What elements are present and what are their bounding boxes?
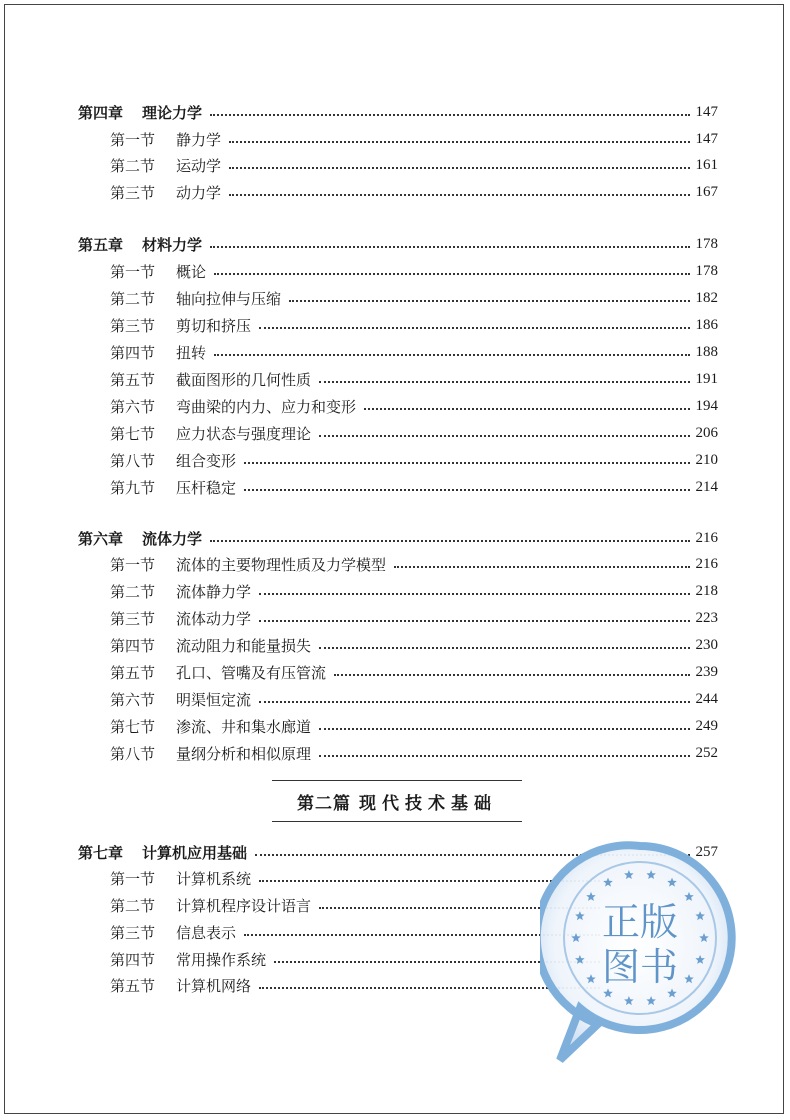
page-number: 239 bbox=[695, 663, 718, 680]
section-title: 概论 bbox=[176, 262, 207, 281]
chapter-title: 流体力学 bbox=[142, 529, 203, 548]
section-title: 常用操作系统 bbox=[176, 950, 267, 969]
part-heading bbox=[272, 780, 522, 822]
section-number: 第一节 bbox=[110, 869, 156, 888]
page-number: 252 bbox=[695, 744, 718, 761]
page-number: 216 bbox=[695, 555, 718, 572]
dot-leader bbox=[244, 489, 690, 491]
toc-section-row[interactable] bbox=[0, 448, 790, 472]
dot-leader bbox=[289, 300, 690, 302]
section-number: 第七节 bbox=[110, 424, 156, 443]
section-title: 压杆稳定 bbox=[176, 478, 237, 497]
page-number: 257 bbox=[695, 843, 718, 860]
genuine-book-stamp bbox=[540, 838, 740, 1068]
toc-section-row[interactable] bbox=[0, 421, 790, 445]
section-title: 孔口、管嘴及有压管流 bbox=[176, 663, 327, 682]
section-title: 计算机网络 bbox=[176, 976, 252, 995]
page-number: 178 bbox=[695, 235, 718, 252]
page-number: 194 bbox=[695, 397, 718, 414]
chapter-title: 理论力学 bbox=[142, 103, 203, 122]
toc-section-row[interactable] bbox=[0, 633, 790, 657]
section-number: 第四节 bbox=[110, 343, 156, 362]
section-number: 第五节 bbox=[110, 976, 156, 995]
section-title: 流体的主要物理性质及力学模型 bbox=[176, 555, 387, 574]
section-title: 动力学 bbox=[176, 183, 222, 202]
section-number: 第五节 bbox=[110, 370, 156, 389]
page-number: 216 bbox=[695, 529, 718, 546]
dot-leader bbox=[244, 462, 690, 464]
toc-section-row[interactable] bbox=[0, 714, 790, 738]
dot-leader bbox=[364, 408, 690, 410]
dot-leader bbox=[210, 114, 690, 116]
dot-leader bbox=[210, 540, 690, 542]
section-number: 第一节 bbox=[110, 130, 156, 149]
section-title: 剪切和挤压 bbox=[176, 316, 252, 335]
toc-section-row[interactable] bbox=[0, 579, 790, 603]
page-number: 249 bbox=[695, 717, 718, 734]
page-number: 244 bbox=[695, 690, 718, 707]
section-title: 轴向拉伸与压缩 bbox=[176, 289, 282, 308]
page-number: 214 bbox=[695, 478, 718, 495]
section-title: 计算机程序设计语言 bbox=[176, 896, 312, 915]
section-title: 静力学 bbox=[176, 130, 222, 149]
page-number: 186 bbox=[695, 316, 718, 333]
section-title: 组合变形 bbox=[176, 451, 237, 470]
stamp-text-line1: 正版 bbox=[601, 900, 679, 944]
dot-leader bbox=[259, 701, 690, 703]
dot-leader bbox=[210, 246, 690, 248]
toc-chapter-row[interactable] bbox=[0, 232, 790, 256]
toc-section-row[interactable] bbox=[0, 127, 790, 151]
toc-section-row[interactable] bbox=[0, 286, 790, 310]
page-number: 182 bbox=[695, 289, 718, 306]
section-title: 流动阻力和能量损失 bbox=[176, 636, 312, 655]
toc-section-row[interactable] bbox=[0, 660, 790, 684]
part-label: 第二篇 bbox=[297, 793, 351, 814]
section-number: 第四节 bbox=[110, 636, 156, 655]
section-number: 第三节 bbox=[110, 316, 156, 335]
section-title: 信息表示 bbox=[176, 923, 237, 942]
section-title: 渗流、井和集水廊道 bbox=[176, 717, 312, 736]
chapter-number: 第七章 bbox=[78, 843, 124, 862]
chapter-number: 第四章 bbox=[78, 103, 124, 122]
page-number: 147 bbox=[695, 103, 718, 120]
section-number: 第六节 bbox=[110, 690, 156, 709]
dot-leader bbox=[259, 620, 690, 622]
dot-leader bbox=[319, 647, 690, 649]
toc-section-row[interactable] bbox=[0, 552, 790, 576]
section-number: 第九节 bbox=[110, 478, 156, 497]
section-title: 计算机系统 bbox=[176, 869, 252, 888]
section-title: 流体静力学 bbox=[176, 582, 252, 601]
page-number: 230 bbox=[695, 636, 718, 653]
part-title: 现代技术基础 bbox=[359, 793, 497, 814]
section-title: 明渠恒定流 bbox=[176, 690, 252, 709]
section-number: 第八节 bbox=[110, 744, 156, 763]
toc-section-row[interactable] bbox=[0, 687, 790, 711]
page-number: 188 bbox=[695, 343, 718, 360]
dot-leader bbox=[229, 194, 690, 196]
section-number: 第三节 bbox=[110, 923, 156, 942]
toc-section-row[interactable] bbox=[0, 153, 790, 177]
toc-chapter-row[interactable] bbox=[0, 100, 790, 124]
section-title: 运动学 bbox=[176, 156, 222, 175]
page-number: 161 bbox=[695, 156, 718, 173]
section-number: 第二节 bbox=[110, 156, 156, 175]
toc-chapter-row[interactable] bbox=[0, 526, 790, 550]
chapter-title: 材料力学 bbox=[142, 235, 203, 254]
page-number: 191 bbox=[695, 370, 718, 387]
section-number: 第二节 bbox=[110, 896, 156, 915]
toc-section-row[interactable] bbox=[0, 394, 790, 418]
dot-leader bbox=[229, 141, 690, 143]
page-number: 210 bbox=[695, 451, 718, 468]
dot-leader bbox=[259, 593, 690, 595]
dot-leader bbox=[319, 435, 690, 437]
page-number: 223 bbox=[695, 609, 718, 626]
dot-leader bbox=[259, 327, 690, 329]
section-title: 截面图形的几何性质 bbox=[176, 370, 312, 389]
section-number: 第一节 bbox=[110, 555, 156, 574]
toc-section-row[interactable] bbox=[0, 367, 790, 391]
dot-leader bbox=[214, 273, 690, 275]
toc-section-row[interactable] bbox=[0, 340, 790, 364]
dot-leader bbox=[229, 167, 690, 169]
toc-section-row[interactable] bbox=[0, 475, 790, 499]
dot-leader bbox=[319, 381, 690, 383]
page-number: 206 bbox=[695, 424, 718, 441]
section-number: 第七节 bbox=[110, 717, 156, 736]
section-number: 第四节 bbox=[110, 950, 156, 969]
section-title: 弯曲梁的内力、应力和变形 bbox=[176, 397, 357, 416]
section-number: 第二节 bbox=[110, 289, 156, 308]
toc-section-row[interactable] bbox=[0, 606, 790, 630]
stamp-text-line2: 图书 bbox=[601, 945, 679, 989]
chapter-number: 第五章 bbox=[78, 235, 124, 254]
page-number: 147 bbox=[695, 130, 718, 147]
section-number: 第八节 bbox=[110, 451, 156, 470]
page-number: 167 bbox=[695, 183, 718, 200]
section-number: 第六节 bbox=[110, 397, 156, 416]
page-number: 178 bbox=[695, 262, 718, 279]
page-number: 218 bbox=[695, 582, 718, 599]
section-title: 流体动力学 bbox=[176, 609, 252, 628]
section-title: 量纲分析和相似原理 bbox=[176, 744, 312, 763]
section-title: 应力状态与强度理论 bbox=[176, 424, 312, 443]
section-number: 第五节 bbox=[110, 663, 156, 682]
section-number: 第三节 bbox=[110, 183, 156, 202]
section-title: 扭转 bbox=[176, 343, 207, 362]
section-number: 第一节 bbox=[110, 262, 156, 281]
chapter-title: 计算机应用基础 bbox=[142, 843, 248, 862]
section-number: 第三节 bbox=[110, 609, 156, 628]
dot-leader bbox=[319, 755, 690, 757]
toc-section-row[interactable] bbox=[0, 741, 790, 765]
toc-section-row[interactable] bbox=[0, 180, 790, 204]
dot-leader bbox=[319, 728, 690, 730]
chapter-number: 第六章 bbox=[78, 529, 124, 548]
dot-leader bbox=[334, 674, 690, 676]
dot-leader bbox=[214, 354, 690, 356]
dot-leader bbox=[394, 566, 690, 568]
section-number: 第二节 bbox=[110, 582, 156, 601]
toc-section-row[interactable] bbox=[0, 259, 790, 283]
toc-section-row[interactable] bbox=[0, 313, 790, 337]
